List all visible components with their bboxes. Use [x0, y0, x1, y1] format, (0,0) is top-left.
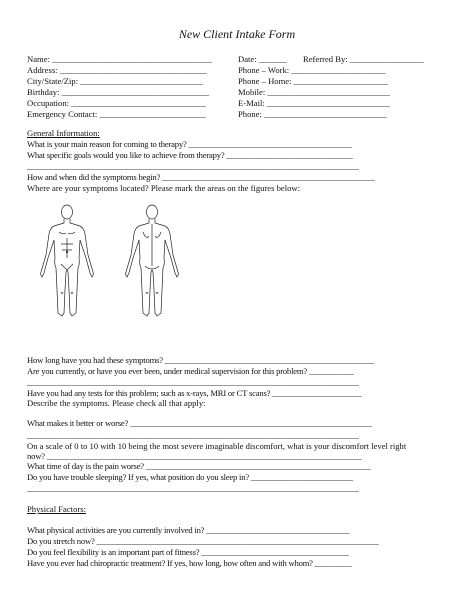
referred-by-label: Referred By: [303, 54, 348, 64]
name-line[interactable]: _______________________________________ [52, 54, 212, 64]
city-state-zip-field[interactable] [27, 76, 203, 86]
answer-line[interactable]: _________________________________________________________________________________ [27, 483, 359, 493]
emergency-contact-field[interactable] [27, 109, 206, 119]
referred-by-field[interactable] [303, 54, 424, 64]
occupation-line[interactable]: _________________________________ [71, 98, 207, 108]
phone-field[interactable] [238, 109, 387, 119]
discomfort-scale-answer[interactable]: now? _____________________________________________________________________________ [27, 451, 363, 461]
email-line[interactable]: ______________________________ [266, 98, 390, 108]
phone-work-label: Phone – Work: [238, 65, 290, 75]
answer-line[interactable]: _________________________________________________________________________________ [27, 430, 359, 440]
question-flexibility[interactable]: Do you feel flexibility is an important part of fitness? ____________________________________ [27, 547, 349, 557]
name-field[interactable] [27, 54, 212, 64]
question-discomfort-scale: On a scale of 0 to 10 with 10 being the most severe imaginable discomfort, what is your discomfort level right [27, 441, 407, 451]
phone-home-field[interactable] [238, 76, 388, 86]
phone-home-label: Phone – Home: [238, 76, 292, 86]
occupation-label: Occupation: [27, 98, 69, 108]
question-chiropractic[interactable]: Have you ever had chiropractic treatment? If yes, how long, how often and with whom? _________ [27, 558, 352, 568]
body-figures-diagram[interactable] [27, 200, 197, 320]
date-line[interactable]: _______ [258, 54, 288, 64]
name-label: Name: [27, 54, 50, 64]
address-line[interactable]: ____________________________________ [59, 65, 208, 75]
phone-work-field[interactable] [238, 65, 386, 75]
date-label: Date: [238, 54, 257, 64]
question-time-of-day[interactable]: What time of day is the pain worse? _______________________________________________________ [27, 461, 372, 471]
email-field[interactable] [238, 98, 390, 108]
question-medical-supervision[interactable]: Are you currently, or have you ever been, under medical supervision for this problem? ___________ [27, 366, 355, 376]
answer-line[interactable]: _________________________________________________________________________________ [27, 377, 359, 387]
question-describe-symptoms: Describe the symptoms. Please check all that apply: [27, 398, 206, 408]
back-body-figure[interactable] [126, 205, 179, 316]
phone-home-line[interactable]: _______________________ [293, 76, 388, 86]
email-label: E-Mail: [238, 98, 265, 108]
mobile-field[interactable] [238, 87, 390, 97]
birthday-field[interactable] [27, 87, 209, 97]
mobile-label: Mobile: [238, 87, 266, 97]
city-state-zip-line[interactable]: ______________________________ [80, 76, 204, 86]
phone-line[interactable]: ______________________________ [264, 109, 387, 119]
emergency-contact-label: Emergency Contact: [27, 109, 98, 119]
date-field[interactable] [238, 54, 287, 64]
answer-line[interactable]: _________________________________________________________________________________ [27, 161, 359, 171]
phone-label: Phone: [238, 109, 262, 119]
question-tests[interactable]: Have you had any tests for this problem; such as x-rays, MRI or CT scans? ______________________ [27, 388, 363, 398]
referred-by-line[interactable]: __________________ [349, 54, 424, 64]
general-information-heading: General Information: [27, 128, 100, 138]
birthday-label: Birthday: [27, 87, 60, 97]
emergency-contact-line[interactable]: __________________________ [99, 109, 206, 119]
phone-work-line[interactable]: _______________________ [291, 65, 386, 75]
birthday-line[interactable]: ____________________________________ [61, 87, 210, 97]
front-body-figure[interactable] [41, 205, 94, 316]
question-symptoms-location: Where are your symptoms located? Please mark the areas on the figures below: [27, 183, 300, 193]
question-physical-activities[interactable]: What physical activities are you currently involved in? ___________________________________ [27, 525, 350, 535]
question-stretch[interactable]: Do you stretch now? _____________________________________________________________________ [27, 536, 380, 546]
address-field[interactable] [27, 65, 207, 75]
question-sleeping[interactable]: Do you have trouble sleeping? If yes, what position do you sleep in? _________________________ [27, 472, 354, 482]
question-main-reason[interactable]: What is your main reason for coming to therapy? ________________________________________ [27, 139, 353, 149]
mobile-line[interactable]: ______________________________ [267, 87, 391, 97]
occupation-field[interactable] [27, 98, 206, 108]
page-title: New Client Intake Form [178, 27, 296, 41]
question-how-long[interactable]: How long have you had these symptoms? ___________________________________________________ [27, 355, 374, 365]
question-better-worse[interactable]: What makes it better or worse? ___________________________________________________________ [27, 418, 372, 428]
city-state-zip-label: City/State/Zip: [27, 76, 79, 86]
question-goals[interactable]: What specific goals would you like to achieve from therapy? _______________________________ [27, 150, 354, 160]
question-symptoms-begin[interactable]: How and when did the symptoms begin? ____________________________________________________ [27, 172, 376, 182]
address-label: Address: [27, 65, 58, 75]
physical-factors-heading: Physical Factors: [27, 504, 86, 514]
